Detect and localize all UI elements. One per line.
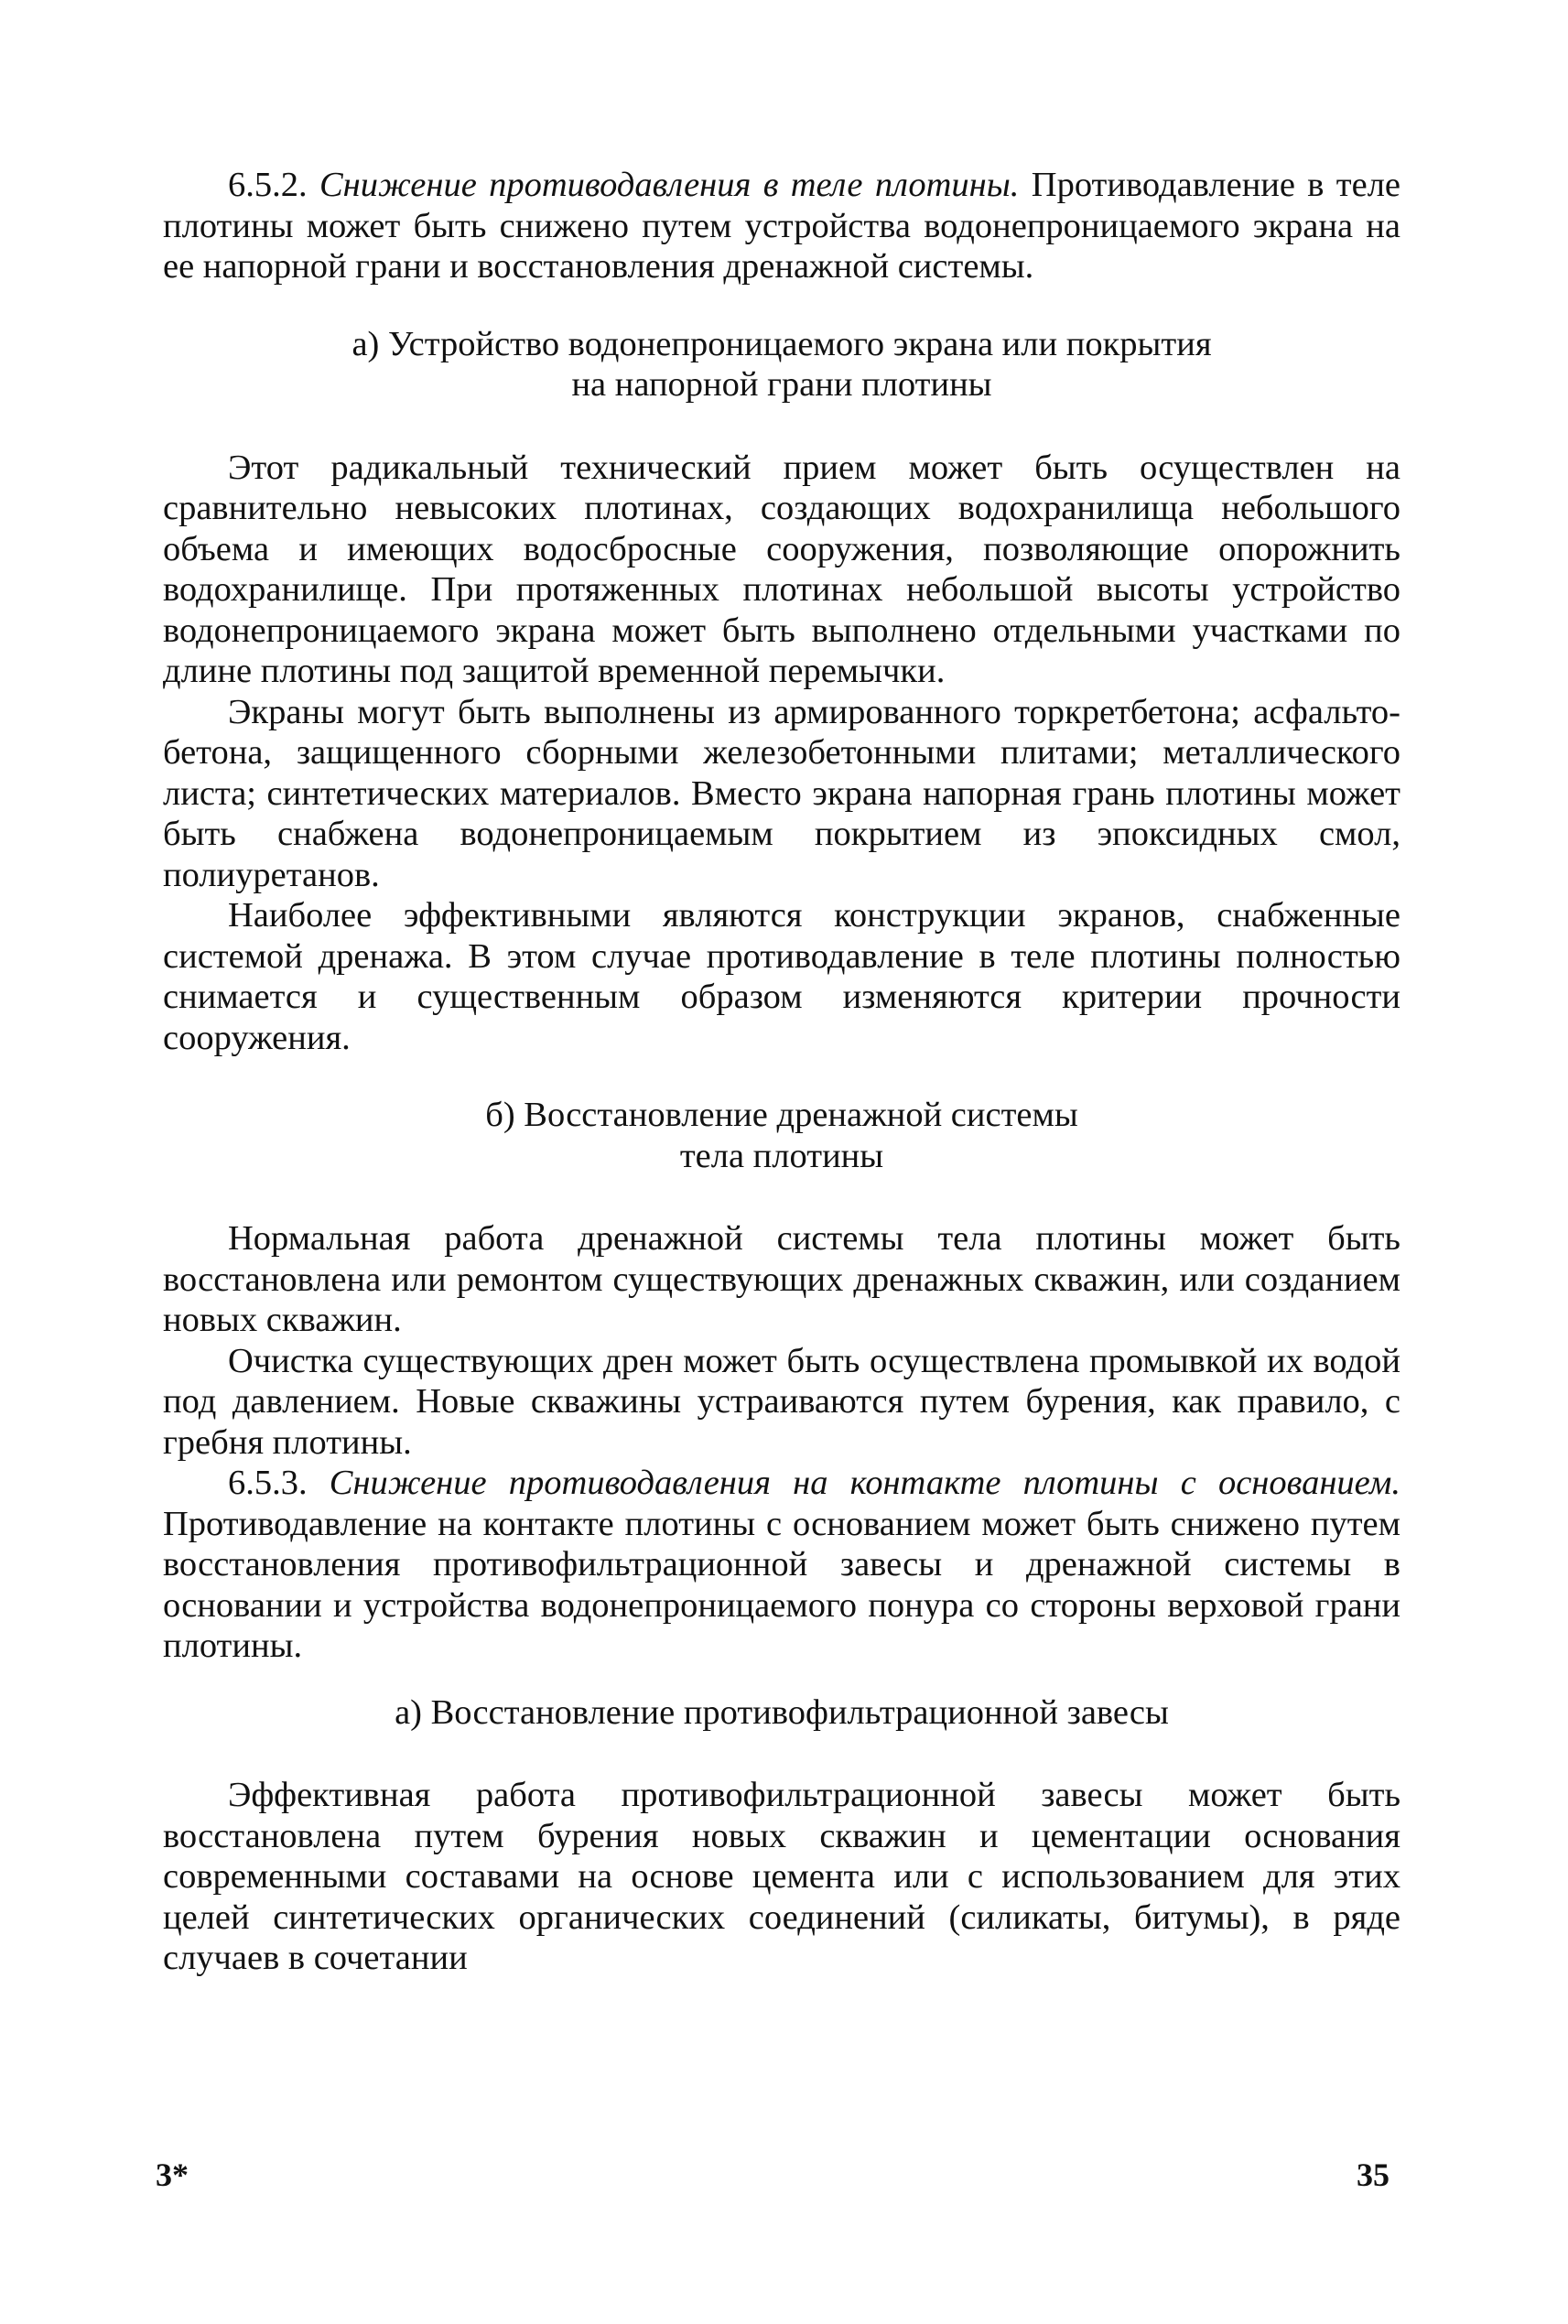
page-number: 35 — [1357, 2156, 1390, 2193]
signature-mark: 3* — [156, 2156, 189, 2193]
section-text: Противодавление на контакте плотины с основанием может быть снижено путем восстановления противофильтрационной завесы и дренажной системы в основании и устройства водонепроницаемого понура со стороны верховой грани плотины. — [163, 1504, 1400, 1665]
paragraph: Очистка существующих дрен может быть осуществлена промывкой их водой под давлением. Новые скважины устраиваются путем бурения, как правило, с гребня плотины. — [163, 1341, 1400, 1462]
subheading-line2: на напорной грани плотины — [571, 365, 992, 404]
section-6-5-3 — [163, 1463, 1400, 1667]
section-title: Снижение противодавления в теле плотины. — [319, 166, 1020, 204]
subheading-line2: тела плотины — [679, 1136, 884, 1175]
section-6-5-2 — [163, 165, 1400, 287]
section-number: 6.5.2. — [228, 166, 308, 204]
paragraph: Экраны могут быть выполнены из армированного торкретбетона; асфальто-бетона, защищенного сборными железобетонными плитами; металлического листа; синтетических материалов. Вместо экрана напорная грань плотины может быть снабжена водонепроницаемым покрытием из эпоксидных смол, полиуретанов. — [163, 692, 1400, 894]
subheading-screen — [163, 324, 1400, 405]
paragraph: Эффективная работа противофильтрационной завесы может быть восстановлена путем бурения новых скважин и цементации основания современными составами на основе цемента или с использованием для этих целей синтетических органических соединений (силикаты, битумы), в ряде случаев в сочетании — [163, 1776, 1400, 1977]
paragraph: Этот радикальный технический прием может быть осуществлен на сравнительно невысоких плотинах, создающих водохранилища небольшого объема и имеющих водосбросные сооружения, позволяющие опорожнить водохранилище. При протяженных плотинах небольшой высоты устройство водонепроницаемого экрана может быть выполнено отдельными участками по длине плотины под защитой временной перемычки. — [163, 448, 1400, 690]
subheading-curtain: а) Восстановление противофильтрационной завесы — [395, 1692, 1169, 1732]
page-body — [163, 165, 1400, 1979]
subheading-line1: а) Устройство водонепроницаемого экрана или покрытия — [351, 324, 1212, 363]
subheading-drainage — [163, 1095, 1400, 1176]
section-number: 6.5.3. — [228, 1464, 308, 1502]
section-text: Противодавление в теле плотины может быть снижено путем устройства водонепроницаемого экрана на ее напорной грани и восстановления дренажной системы. — [163, 166, 1401, 286]
subheading-line1: б) Восстановление дренажной системы — [485, 1096, 1078, 1134]
paragraph: Наиболее эффективными являются конструкции экранов, снабженные системой дренажа. В этом случае противодавление в теле плотины полностью снимается и существенным образом изменяются критерии прочности сооружения. — [163, 896, 1400, 1057]
paragraph: Нормальная работа дренажной системы тела плотины может быть восстановлена или ремонтом существующих дренажных скважин, или созданием новых скважин. — [163, 1219, 1400, 1339]
section-title: Снижение противодавления на контакте плотины с основанием. — [329, 1464, 1401, 1502]
